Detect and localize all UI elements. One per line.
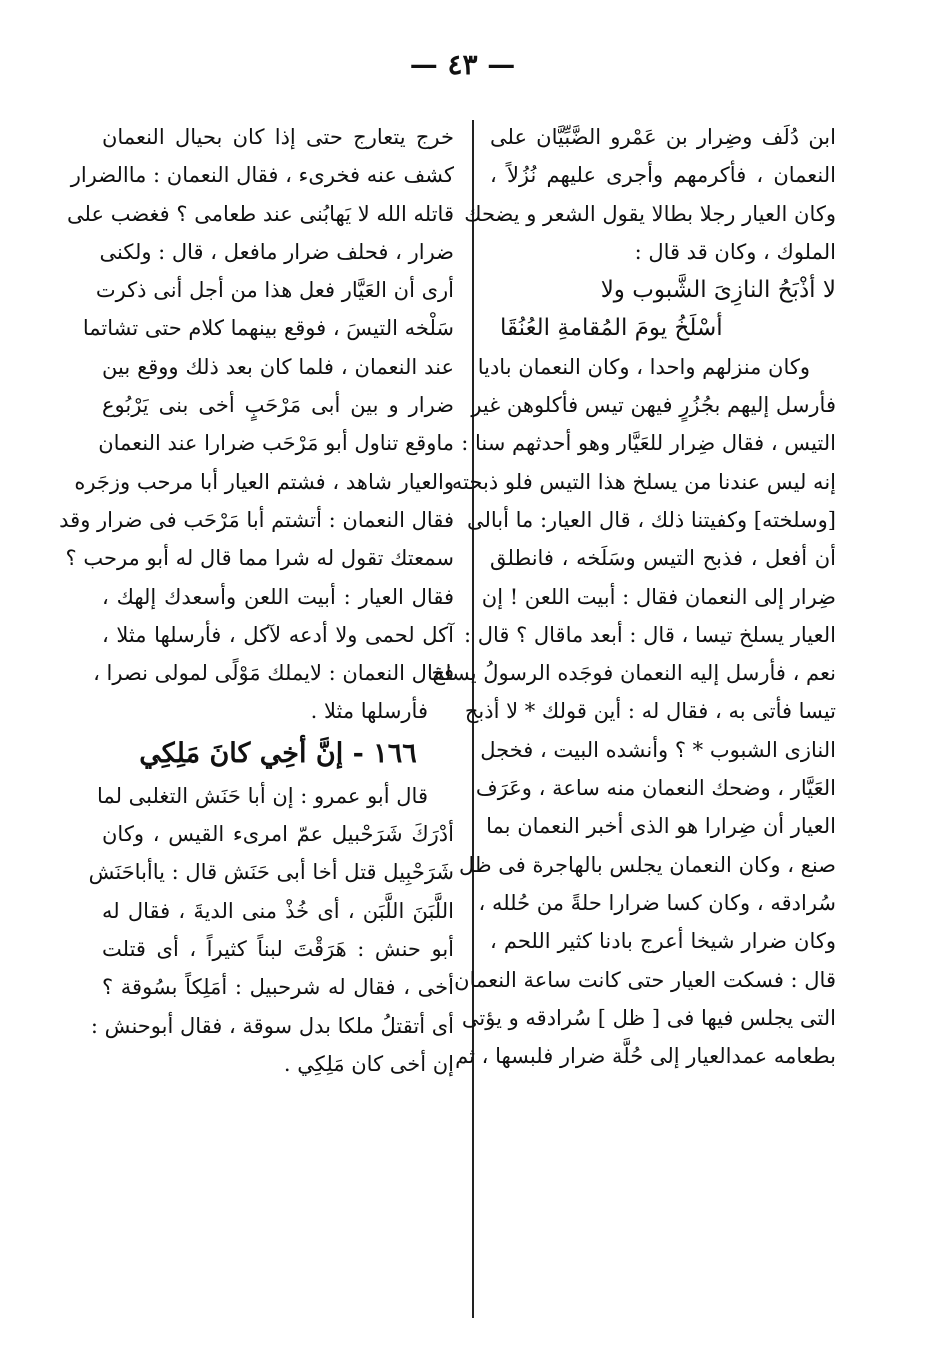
left-column	[59, 118, 454, 1083]
right-line-9: التيس ، فقال ضِرار للعَيَّار وهو أحدثهم سنا :	[461, 431, 836, 456]
right-line-23: قال : فسكت العيار حتى كانت ساعة النعمان	[454, 967, 836, 992]
right-line-1: ابن دُلَف وضِرار بن عَمْرو الضَّبِّيَّان على	[490, 125, 836, 149]
section-line-3: شَرَحْبِيل قتل أخا أبى حَنَش قال : ياأباحَنَش	[88, 860, 454, 885]
right-line-4: الملوك ، وكان قد قال :	[634, 239, 836, 264]
left-line-14: آكل لحمى ولا أدعه لآكل ، فأرسلها مثلا ،	[102, 622, 454, 647]
right-line-15: نعم ، فأرسل إليه النعمان فوجَده الرسولُ يسلخ	[431, 661, 836, 686]
right-line-22: وكان ضرار شيخا أعرج بادنا كثير اللحم ،	[490, 929, 836, 954]
right-column	[431, 118, 836, 1075]
section-line-8: إن أخى كان مَلِكِي .	[283, 1051, 454, 1076]
right-line-8: فأرسل إليهم بجُزُرٍ فيهن تيس فأكلوهن غير	[471, 393, 836, 418]
left-line-2: كشف عنه فخرىء ، فقال النعمان : ماالضرار	[70, 163, 454, 188]
left-line-12: سمعتك تقول له شرا مما قال له أبو مرحب ؟	[65, 546, 454, 571]
right-line-10: إنه ليس عندنا من يسلخ هذا التيس فلو ذبحته	[451, 469, 836, 494]
left-line-16: فأرسلها مثلا .	[310, 699, 428, 724]
left-line-5: أرى أن العَيَّار فعل هذا من أجل أنى ذكرت	[95, 278, 454, 303]
left-line-9: ماوقع تناول أبو مَرْحَب ضرارا عند النعمان	[98, 431, 454, 456]
right-line-3: وكان العيار رجلا بطالا يقول الشعر و يضحك	[464, 201, 836, 226]
left-line-11: فقال النعمان : أتشتم أبا مَرْحَب فى ضرار وقد	[59, 507, 454, 532]
left-line-13: فقال العيار : أبيت اللعن وأسعدك إلهك ،	[102, 584, 454, 609]
right-line-11: [وسلخته] وكفيتنا ذلك ، قال العيار: ما أبالى	[467, 507, 836, 532]
section-line-5: أبو حنش : هَرَقْتَ لبناً كثيراً ، أى قتلت	[102, 936, 454, 961]
poem-verse-second-hemistich: أسْلَخُ يومَ المُقامةِ العُنُقَا	[500, 315, 723, 342]
left-line-15: فقال النعمان : لايملك مَوْلًى لمولى نصرا ،	[93, 661, 454, 686]
left-line-4: ضرار ، فحلف ضرار مافعل ، قال : ولكنى	[99, 239, 454, 264]
right-line-16: تيسا فأتى به ، فقال له : أين قولك * لا أذبح	[464, 699, 836, 724]
section-heading: ١٦٦ - إنَّ أخِي كانَ مَلِكِي	[139, 737, 417, 769]
section-line-1: قال أبو عمرو : إن أبا حَنَش التغلبى لما	[97, 783, 428, 808]
section-line-4: اللَّبَنَ اللَّبَن ، أى خُذْ منى الديةَ ، فقال له	[102, 898, 454, 923]
right-line-13: ضِرار إلى النعمان فقال : أبيت اللعن ! إن	[481, 584, 836, 609]
right-line-12: أن أفعل ، فذبح التيس وسَلَخه ، فانطلق	[490, 546, 836, 571]
section-line-7: أى أتقتلُ ملكا بدل سوقة ، فقال أبوحنش :	[90, 1013, 454, 1038]
left-line-10: والعيار شاهد ، فشتم العيار أبا مرحب وزجَره	[74, 469, 454, 494]
left-line-3: قاتله الله لا يَهابُنى عند طعامى ؟ فغضب على	[67, 201, 454, 226]
right-line-24: التى يجلس فيها فى [ ظل ] سُرادقه و يؤتى	[461, 1005, 836, 1030]
section-line-6: أخى ، فقال له شرحبيل : أمَلِكاً بسُوقة ؟	[102, 975, 454, 1000]
right-line-19: العيار أن ضِرارا هو الذى أخبر النعمان بما	[486, 814, 836, 839]
poem-verse-first-hemistich: لا أذْبَحُ النازِىَ الشَّبوب ولا	[600, 277, 836, 304]
right-line-7: وكان منزلهم واحدا ، وكان النعمان باديا	[477, 354, 810, 379]
right-line-2: النعمان ، فأكرمهم وأجرى عليهم نُزُلاً ،	[490, 163, 836, 188]
left-line-8: ضرار و بين أبى مَرْحَبٍ أخى بنى يَرْبُوع	[102, 393, 454, 418]
left-line-1: خرج يتعارج حتى إذا كان بحيال النعمان	[102, 125, 454, 149]
right-line-17: النازى الشبوب * ؟ وأنشده البيت ، فخجل	[480, 737, 836, 762]
page-number: — ٤٣ —	[409, 48, 516, 81]
right-line-21: سُرادقه ، وكان كسا ضرارا حلةً من حُلله ،	[478, 890, 836, 915]
left-line-7: عند النعمان ، فلما كان بعد ذلك ووقع بين	[102, 354, 454, 379]
section-line-2: أدْرَكَ شَرَحْبيل عمّ امرىء القيس ، وكان	[102, 822, 454, 847]
right-line-14: العيار يسلخ تيسا ، قال : أبعد ماقال ؟ قال :	[463, 622, 836, 647]
right-line-25: بطعامه عمدالعيار إلى حُلَّة ضرار فلبسها ، ثم	[455, 1044, 836, 1069]
right-line-18: العَيَّار ، وضحك النعمان منه ساعة ، وعَرَف	[475, 776, 836, 801]
right-line-20: صنع ، وكان النعمان يجلس بالهاجرة فى ظل	[458, 852, 836, 877]
left-line-6: سَلْخه التيسَ ، فوقع بينهما كلام حتى تشاتما	[82, 316, 454, 341]
